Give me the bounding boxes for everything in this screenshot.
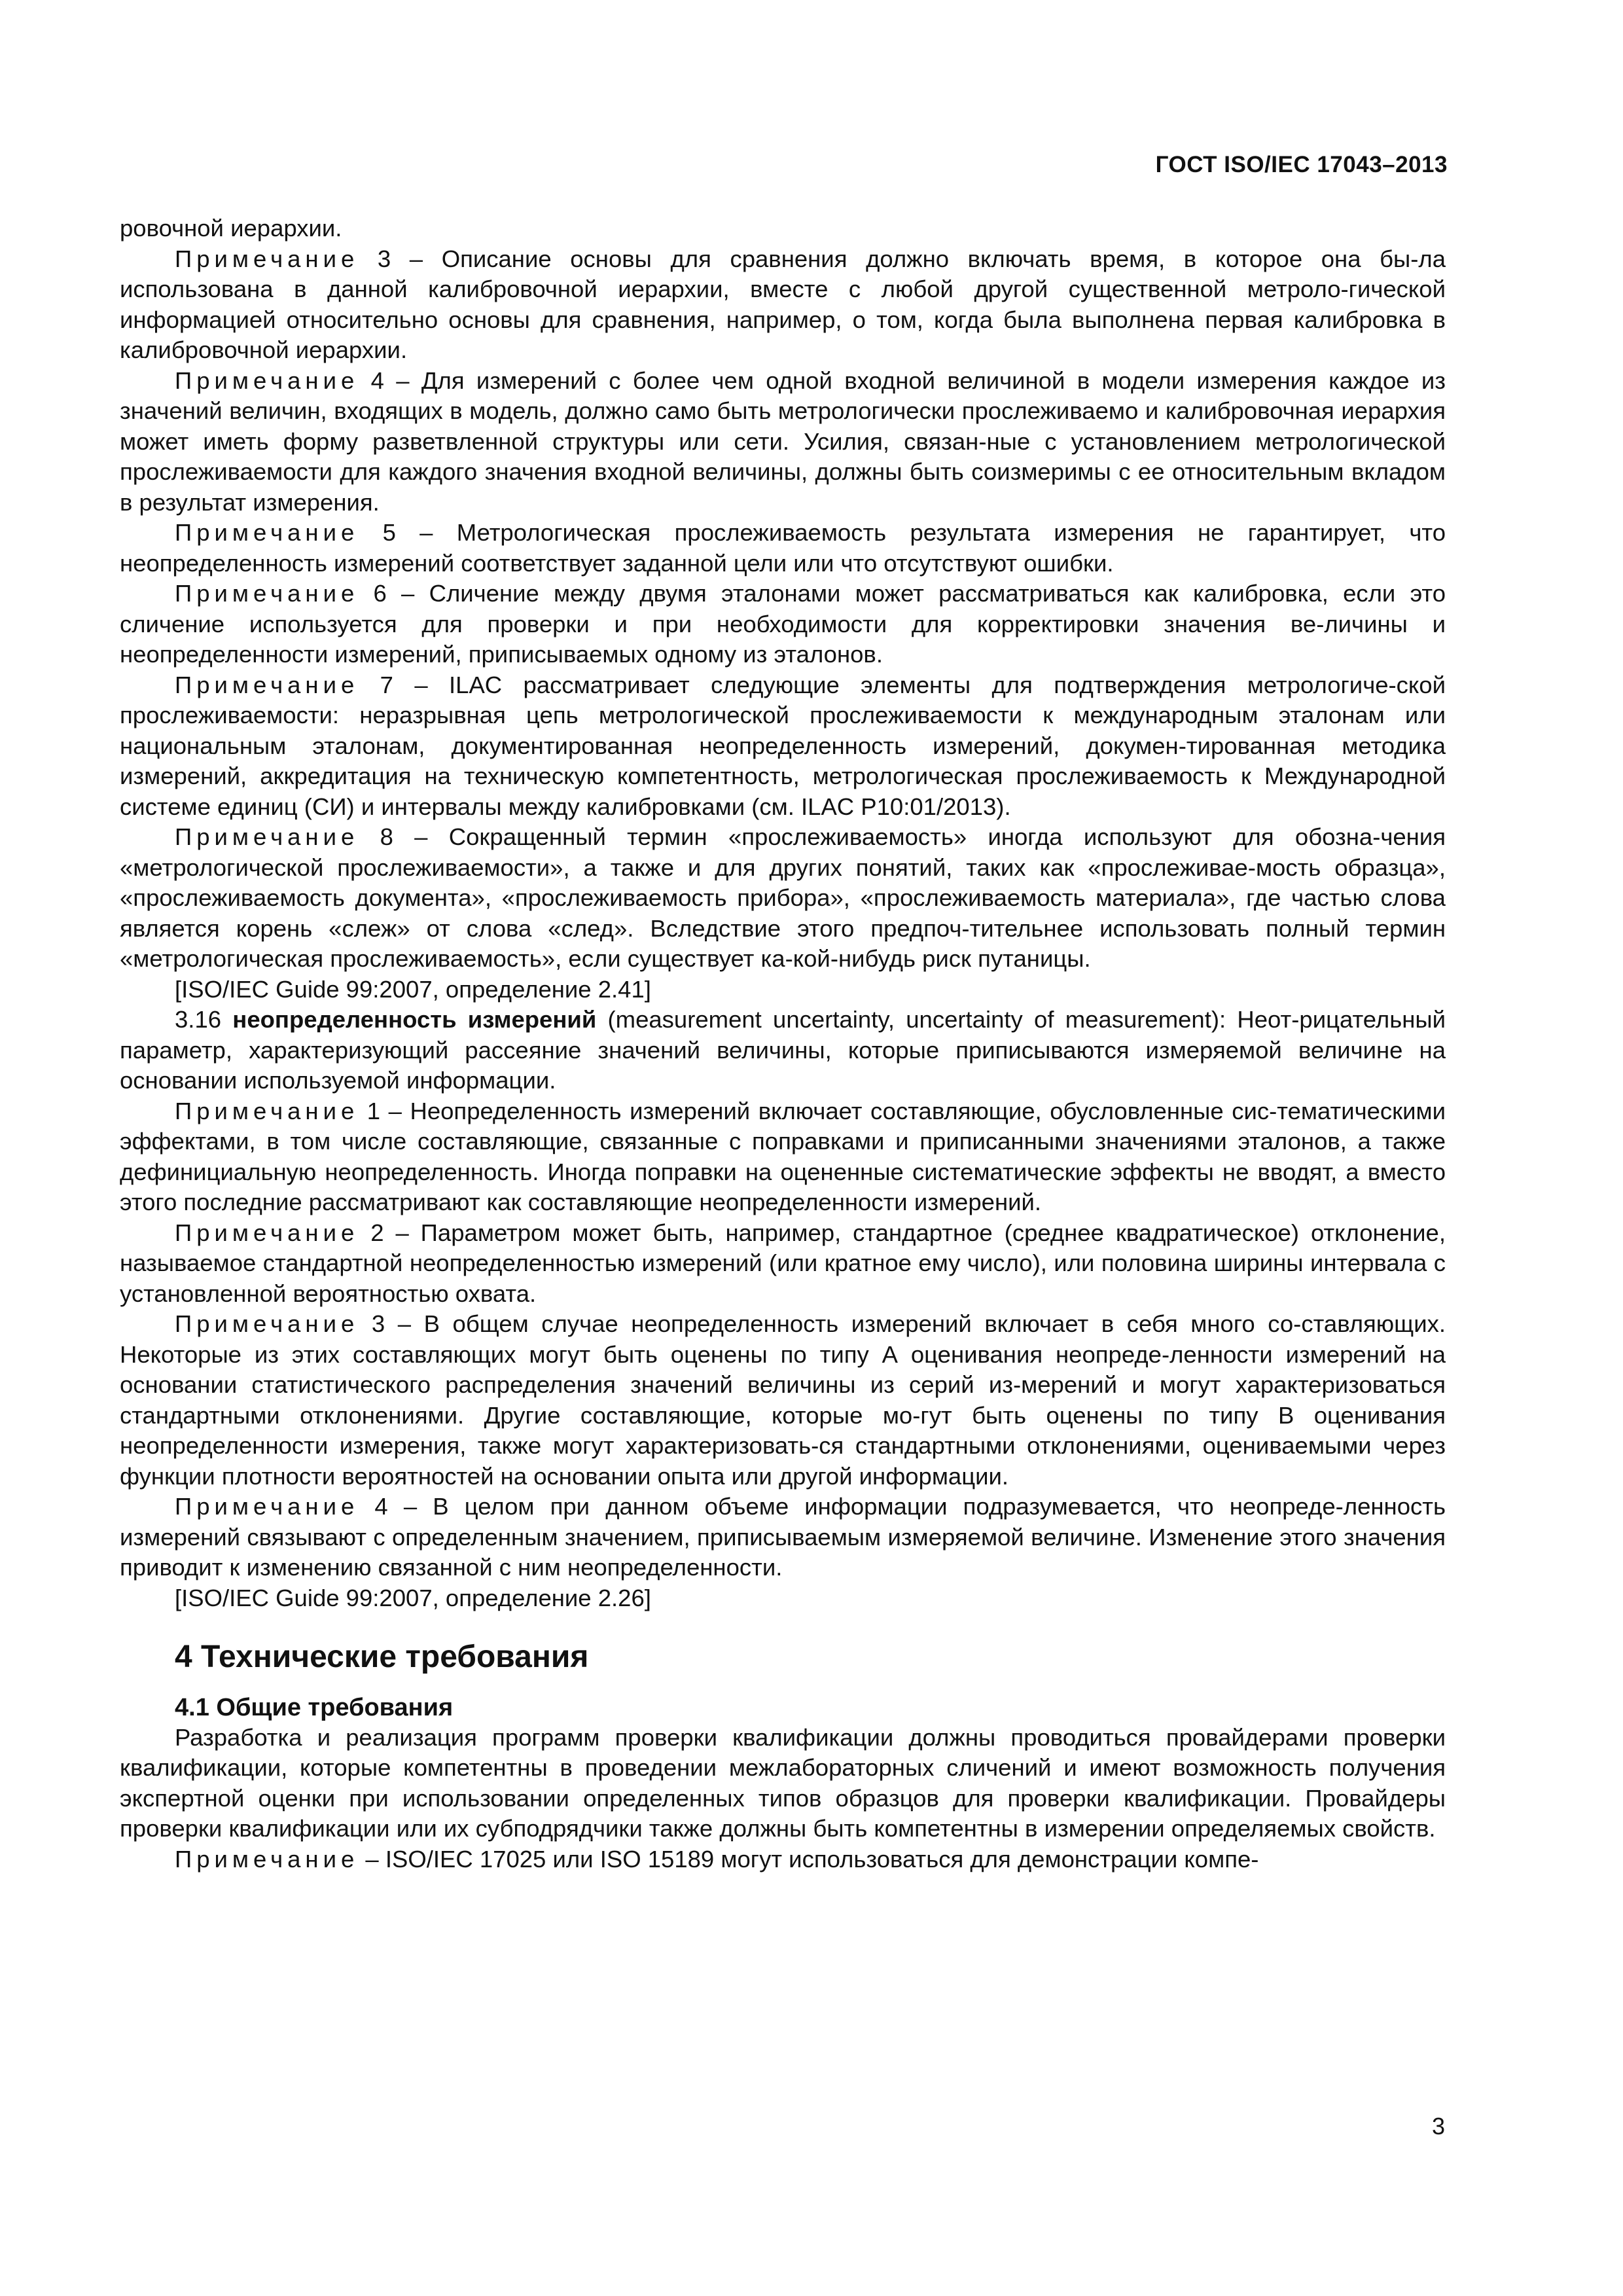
note-label: Примечание xyxy=(175,580,359,607)
note-paragraph xyxy=(120,670,1446,823)
note-text: 2 – Параметром может быть, например, стандартное (среднее квадратическое) отклонение, называемое стандартной неопределенностью измерений (или кратное ему число), или половина ширины интервала с установленной вероятностью охвата. xyxy=(120,1219,1446,1307)
note-label: Примечание xyxy=(175,519,359,546)
note-label: Примечание xyxy=(175,1219,359,1246)
note-text: 4 – В целом при данном объеме информации подразумевается, что неопреде-ленность измерений связывают с определенным значением, приписываемым измеряемой величине. Изменение этого значения приводит к изменению связанной с ним неопределенности. xyxy=(120,1493,1446,1581)
section-title: 4 Технические требования xyxy=(175,1640,589,1674)
note-text: 6 – Сличение между двумя эталонами может рассматриваться как калибровка, если это сличение используется для проверки и при необходимости для корректировки значения ве-личины и неопределенности измерений, приписываемых одному из эталонов. xyxy=(120,580,1446,668)
term-text: (measurement uncertainty, uncertainty of measurement): Неот-рицательный параметр, характеризующий рассеяние значений величины, которые приписываются измеряемой величине на основании используемой информации. xyxy=(120,1006,1446,1094)
note-paragraph xyxy=(120,1096,1446,1218)
note-paragraph xyxy=(120,579,1446,670)
note-text: 1 – Неопределенность измерений включает составляющие, обусловленные сис-тематическими эффектами, в том числе составляющие, связанные с поправками и приписанными значениями эталонов, а также дефинициальную неопределенность. Иногда поправки на оцененные систематические эффекты не вводят, а вместо этого последние рассматривают как составляющие неопределенности измерений. xyxy=(120,1097,1446,1215)
document-body xyxy=(120,213,1446,1874)
subsection-title: 4.1 Общие требования xyxy=(175,1693,454,1721)
note-label: Примечание xyxy=(175,1310,359,1337)
term-definition xyxy=(120,1005,1446,1096)
note-label: Примечание xyxy=(175,1493,359,1520)
note-label: Примечание xyxy=(175,245,359,272)
note-text: 3 – В общем случае неопределенность измерений включает в себя много со-ставляющих. Некоторые из этих составляющих могут быть оценены по типу А оценивания неопреде-ленности измерений на основании статистического распределения значений величины из серий из-мерений и могут характеризоваться стандартными отклонениями. Другие составляющие, которые мо-гут быть оценены по типу В оценивания неопределенности измерения, также могут характеризовать-ся стандартными отклонениями, оцениваемыми через функции плотности вероятностей на основании опыта или другой информации. xyxy=(120,1310,1446,1490)
note-text: 5 – Метрологическая прослеживаемость результата измерения не гарантирует, что неопределенность измерений соответствует заданной цели или что отсутствуют ошибки. xyxy=(120,519,1446,577)
term-name: неопределенность измерений xyxy=(232,1006,597,1033)
note-paragraph xyxy=(120,1492,1446,1583)
note-label: Примечание xyxy=(175,671,359,698)
note-text: 4 – Для измерений с более чем одной входной величиной в модели измерения каждое из значений величин, входящих в модель, должно само быть метрологически прослеживаемо и калибровочная иерархия может иметь форму разветвленной структуры или сети. Усилия, связан-ные с установлением метрологической прослеживаемости для каждого значения входной величины, должны быть соизмеримы с ее относительным вкладом в результат измерения. xyxy=(120,367,1446,516)
note-label: Примечание xyxy=(175,1845,359,1873)
note-label: Примечание xyxy=(175,1097,359,1124)
note-paragraph xyxy=(120,244,1446,366)
note-paragraph xyxy=(120,366,1446,518)
paragraph: ровочной иерархии. xyxy=(120,215,342,242)
paragraph: Разработка и реализация программ проверки квалификации должны проводиться провайдерами проверки квалификации, которые компетентны в проведении межлабораторных сличений и имеют возможность получения экспертной оценки при использовании определенных типов образцов для проверки квалификации. Провайдеры проверки квалификации или их субподрядчики также должны быть компетентны в измерении определяемых свойств. xyxy=(120,1723,1446,1842)
note-label: Примечание xyxy=(175,367,359,394)
page-number: 3 xyxy=(1431,2113,1445,2140)
note-text: 3 – Описание основы для сравнения должно включать время, в которое она бы-ла использована в данной калибровочной иерархии, вместе с любой другой существенной метроло-гической информацией относительно основы для сравнения, например, о том, когда была выполнена первая калибровка в калибровочной иерархии. xyxy=(120,245,1446,363)
reference-paragraph: [ISO/IEC Guide 99:2007, определение 2.26] xyxy=(175,1584,651,1611)
note-paragraph xyxy=(120,1218,1446,1310)
note-paragraph xyxy=(120,1309,1446,1492)
note-label: Примечание xyxy=(175,823,359,850)
term-number: 3.16 xyxy=(175,1006,233,1033)
reference-paragraph: [ISO/IEC Guide 99:2007, определение 2.41] xyxy=(175,975,651,1003)
note-text: – ISO/IEC 17025 или ISO 15189 могут использоваться для демонстрации компе- xyxy=(359,1845,1259,1873)
note-text: 7 – ILAC рассматривает следующие элементы для подтверждения метрологиче-ской прослеживаемости: неразрывная цепь метрологической прослеживаемости к международным эталонам или национальным эталонам, документированная неопределенность измерений, докумен-тированная методика измерений, аккредитация на техническую компетентность, метрологическая прослеживаемость к Международной системе единиц (СИ) и интервалы между калибровками (см. ILAC P10:01/2013). xyxy=(120,671,1446,820)
note-text: 8 – Сокращенный термин «прослеживаемость» иногда используют для обозна-чения «метрологической прослеживаемости», а также и для других понятий, таких как «прослеживае-мость образца», «прослеживаемость документа», «прослеживаемость прибора», «прослеживаемость материала», где частью слова является корень «слеж» от слова «след». Вследствие этого предпоч-тительнее использовать полный термин «метрологическая прослеживаемость», если существует ка-кой-нибудь риск путаницы. xyxy=(120,823,1446,972)
document-header: ГОСТ ISO/IEC 17043–2013 xyxy=(1155,152,1448,177)
note-paragraph xyxy=(120,518,1446,579)
note-paragraph xyxy=(120,822,1446,975)
note-paragraph xyxy=(120,1844,1446,1875)
